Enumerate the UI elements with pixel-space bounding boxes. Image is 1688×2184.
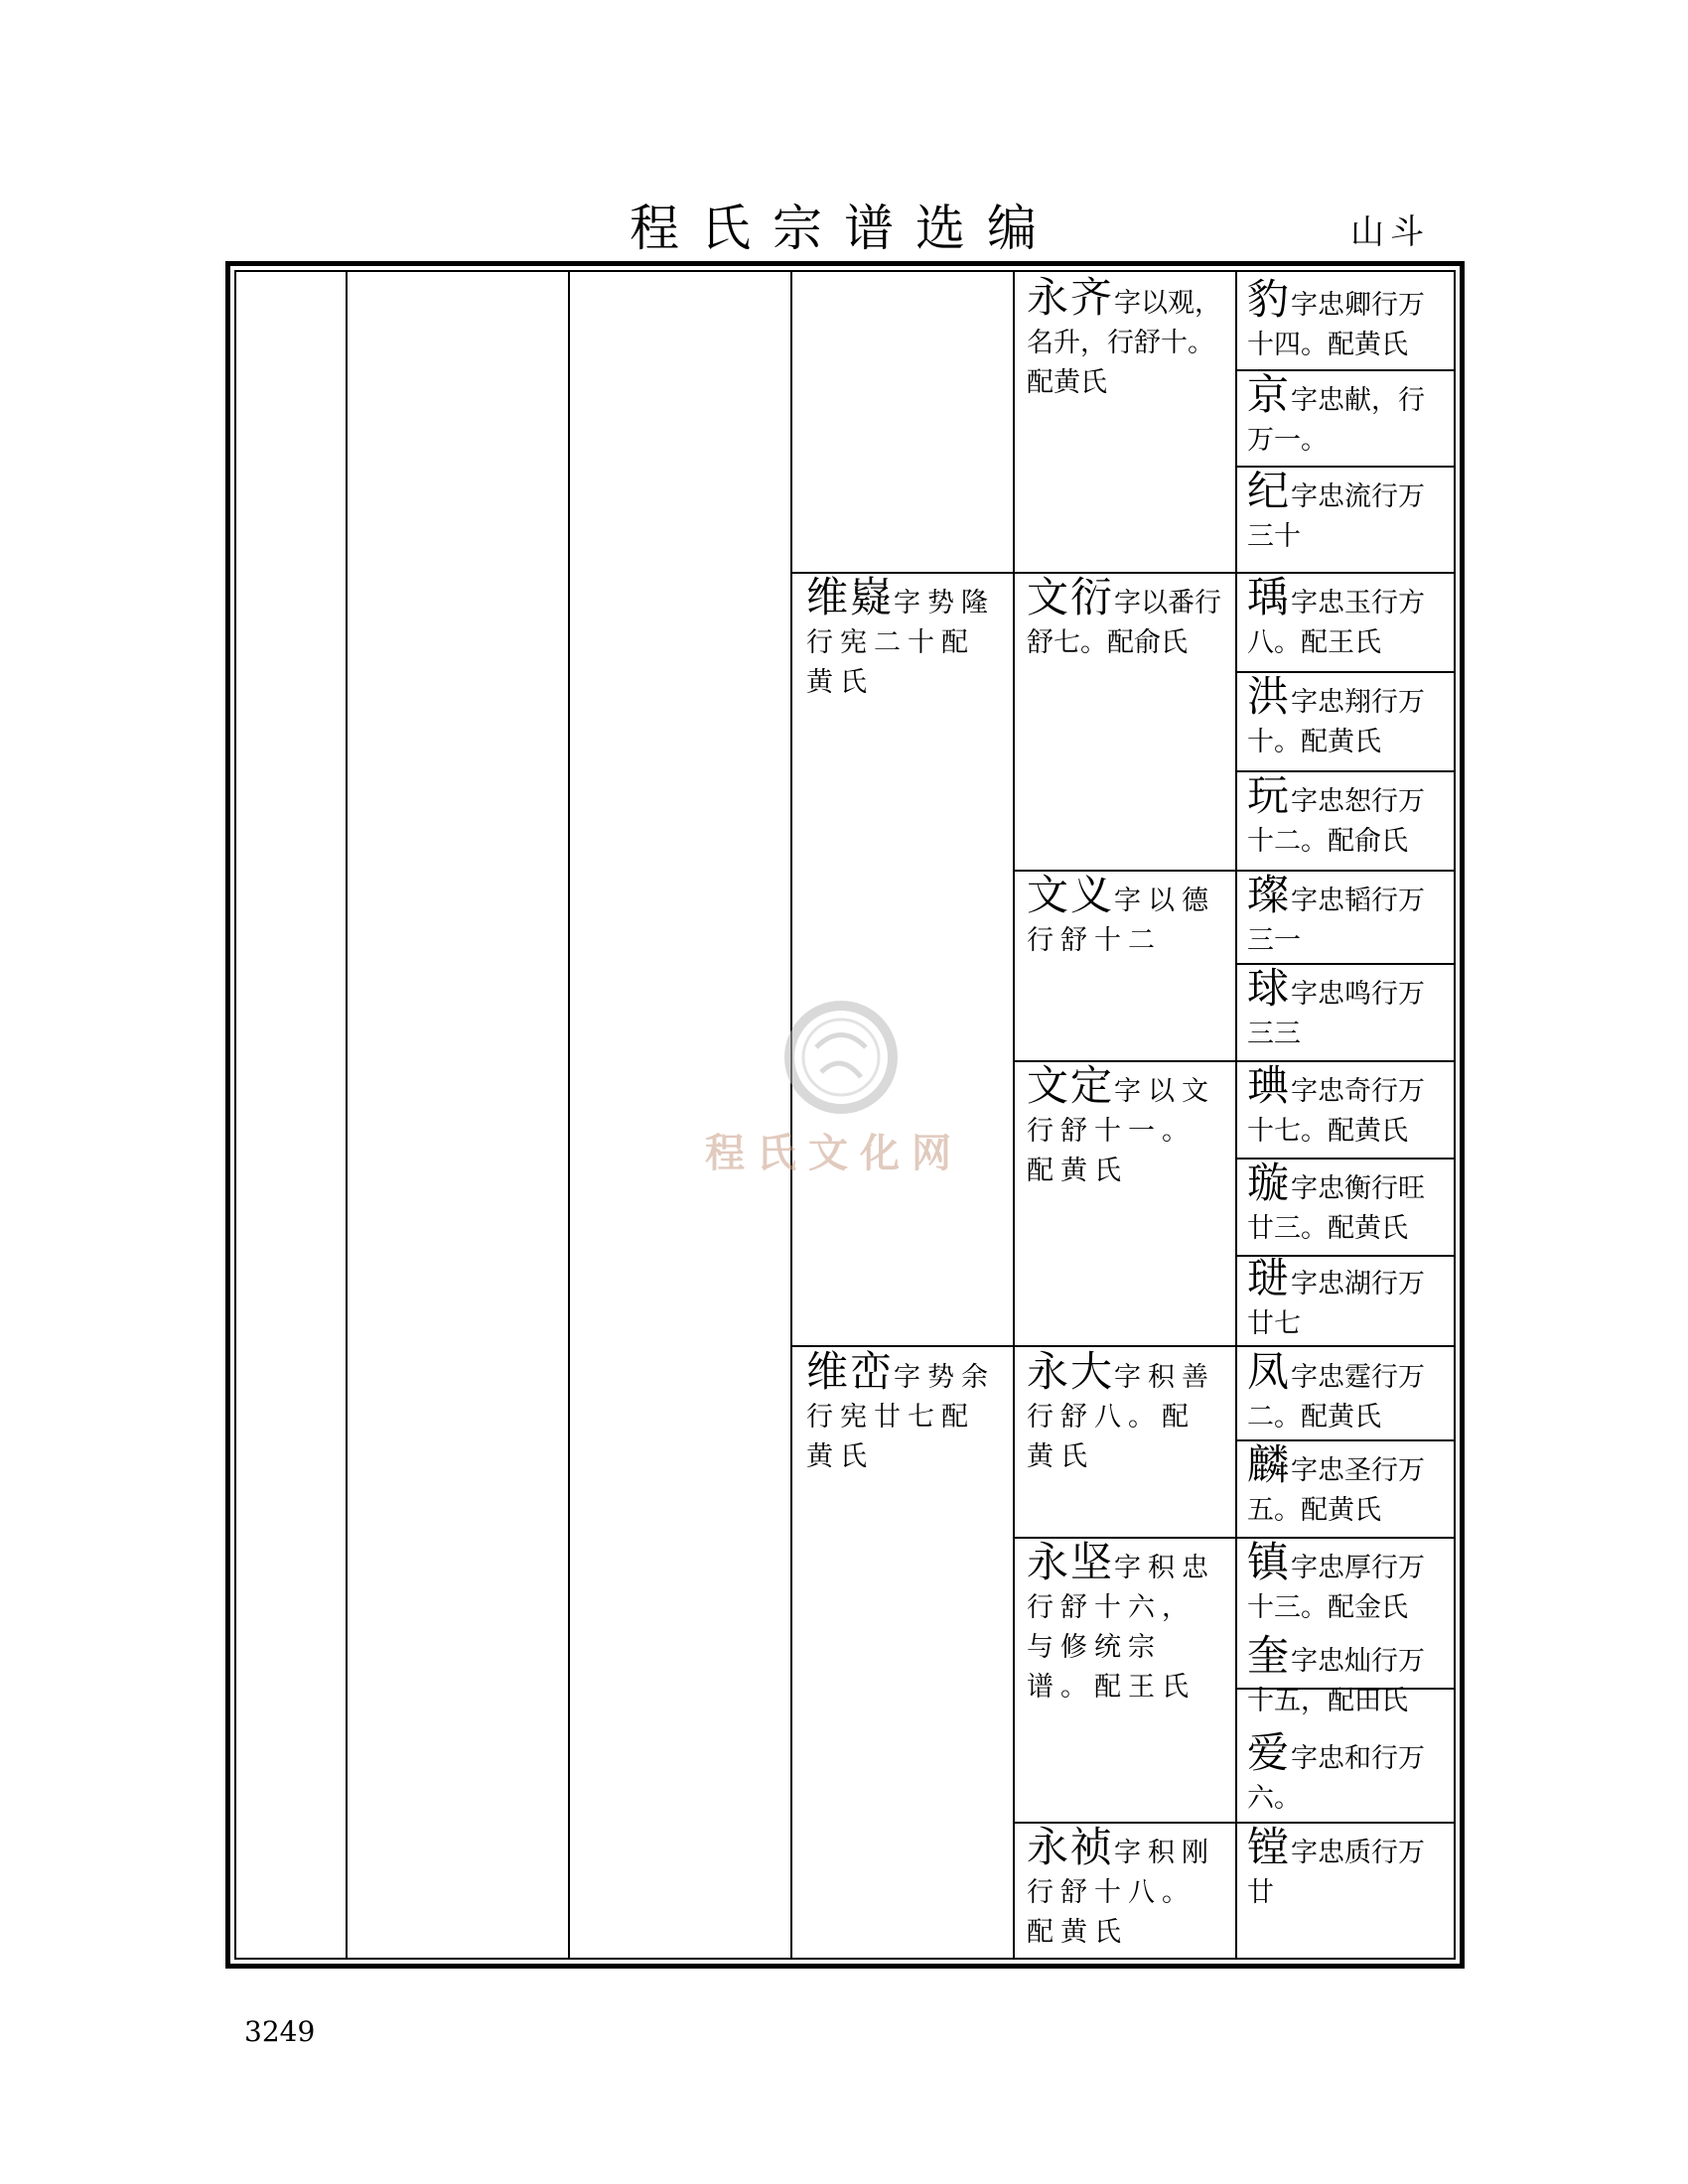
genealogy-entry xyxy=(1247,1538,1446,1628)
genealogy-entry xyxy=(1247,871,1446,961)
person-name: 奎 xyxy=(1247,1631,1292,1680)
person-name: 永齐 xyxy=(1027,273,1115,322)
column-divider xyxy=(1013,272,1015,1958)
person-name: 洪 xyxy=(1247,672,1292,721)
genealogy-entry xyxy=(1247,1347,1446,1437)
column-divider xyxy=(568,272,570,1958)
genealogy-entry xyxy=(1247,1728,1446,1819)
column-divider xyxy=(1235,272,1237,1958)
person-name: 玩 xyxy=(1247,771,1292,820)
person-name: 璨 xyxy=(1247,871,1292,919)
person-details: 字积刚行舒十八。配黄氏 xyxy=(1027,1838,1216,1948)
watermark-text: 程氏文化网 xyxy=(705,1131,963,1176)
genealogy-entry xyxy=(1027,1538,1225,1707)
person-name: 琠 xyxy=(1247,1061,1292,1110)
person-name: 凤 xyxy=(1247,1347,1292,1396)
person-details: 字忠圣行万五。配黄氏 xyxy=(1247,1455,1426,1526)
person-details: 字忠质行万廿 xyxy=(1247,1838,1426,1908)
person-details: 字忠卿行万十四。配黄氏 xyxy=(1247,290,1426,360)
page-number: 3249 xyxy=(244,2015,316,2048)
person-details: 字忠翔行万十。配黄氏 xyxy=(1247,687,1426,757)
watermark xyxy=(705,993,1003,1191)
genealogy-entry xyxy=(1247,1159,1446,1249)
person-name: 瑀 xyxy=(1247,573,1292,621)
person-name: 球 xyxy=(1247,964,1292,1013)
person-details: 字以德行舒十二 xyxy=(1027,886,1216,956)
genealogy-entry xyxy=(1247,1254,1446,1344)
person-details: 字忠灿行万十五，配田氏 xyxy=(1247,1646,1426,1716)
genealogy-entry xyxy=(1247,771,1446,862)
watermark-seal-icon xyxy=(776,993,906,1122)
person-details: 字忠湖行万廿七 xyxy=(1247,1269,1426,1339)
person-name: 文定 xyxy=(1027,1061,1115,1110)
genealogy-entry xyxy=(1247,370,1446,461)
person-name: 纪 xyxy=(1247,467,1292,515)
person-details: 字忠霆行万二。配黄氏 xyxy=(1247,1362,1426,1433)
person-name: 镗 xyxy=(1247,1823,1292,1871)
genealogy-entry xyxy=(806,1347,1005,1477)
person-details: 字忠衡行旺廿三。配黄氏 xyxy=(1247,1173,1426,1244)
genealogy-entry xyxy=(1247,467,1446,557)
person-name: 璇 xyxy=(1247,1159,1292,1207)
person-name: 永大 xyxy=(1027,1347,1115,1396)
person-name: 永坚 xyxy=(1027,1538,1115,1586)
genealogy-entry xyxy=(1247,573,1446,663)
person-details: 字忠韬行万三一 xyxy=(1247,886,1426,956)
person-name: 维嶷 xyxy=(806,573,895,621)
person-details: 字忠玉行方八。配王氏 xyxy=(1247,588,1426,658)
genealogy-entry xyxy=(1247,964,1446,1054)
person-details: 字忠奇行万十七。配黄氏 xyxy=(1247,1076,1426,1147)
person-name: 文衍 xyxy=(1027,573,1115,621)
person-details: 字势余行宪廿七配黄氏 xyxy=(806,1362,996,1472)
person-details: 字忠和行万六。 xyxy=(1247,1743,1426,1814)
page-title: 程氏宗谱选编 xyxy=(630,200,1058,257)
person-name: 麟 xyxy=(1247,1440,1292,1489)
person-details: 字忠厚行万十三。配金氏 xyxy=(1247,1553,1426,1623)
person-details: 字忠恕行万十二。配俞氏 xyxy=(1247,786,1426,857)
genealogy-entry xyxy=(1027,1061,1225,1191)
genealogy-entry xyxy=(1247,275,1446,365)
person-name: 镇 xyxy=(1247,1538,1292,1586)
genealogy-entry xyxy=(1247,1823,1446,1913)
person-details: 字忠献，行万一。 xyxy=(1247,385,1426,456)
person-details: 字积善行舒八。配黄氏 xyxy=(1027,1362,1216,1472)
person-details: 字忠流行万三十 xyxy=(1247,481,1426,552)
genealogy-entry xyxy=(1027,1347,1225,1477)
person-name: 永祯 xyxy=(1027,1823,1115,1871)
genealogy-entry xyxy=(1027,871,1225,961)
person-details: 字忠鸣行万三三 xyxy=(1247,979,1426,1049)
person-details: 字势隆行宪二十配黄氏 xyxy=(806,588,996,698)
genealogy-entry xyxy=(1247,1440,1446,1531)
person-details: 字以观，名升，行舒十。配黄氏 xyxy=(1027,288,1222,398)
person-name: 琎 xyxy=(1247,1254,1292,1302)
person-details: 字以文行舒十一。配黄氏 xyxy=(1027,1076,1216,1186)
person-name: 京 xyxy=(1247,370,1292,419)
person-details: 字以番行舒七。配俞氏 xyxy=(1027,588,1222,658)
person-name: 维峦 xyxy=(806,1347,895,1396)
genealogy-entry xyxy=(1247,1631,1446,1721)
genealogy-entry xyxy=(806,573,1005,703)
genealogy-entry xyxy=(1027,1823,1225,1953)
person-name: 豹 xyxy=(1247,275,1292,324)
person-details: 字积忠行舒十六，与修统宗谱。配王氏 xyxy=(1027,1553,1216,1703)
genealogy-entry xyxy=(1027,573,1225,663)
person-name: 爱 xyxy=(1247,1728,1292,1777)
person-name: 文义 xyxy=(1027,871,1115,919)
genealogy-entry xyxy=(1247,1061,1446,1152)
genealogy-entry xyxy=(1027,273,1225,403)
genealogy-entry xyxy=(1247,672,1446,762)
page-subtitle: 山斗 xyxy=(1350,212,1430,252)
column-divider xyxy=(346,272,348,1958)
